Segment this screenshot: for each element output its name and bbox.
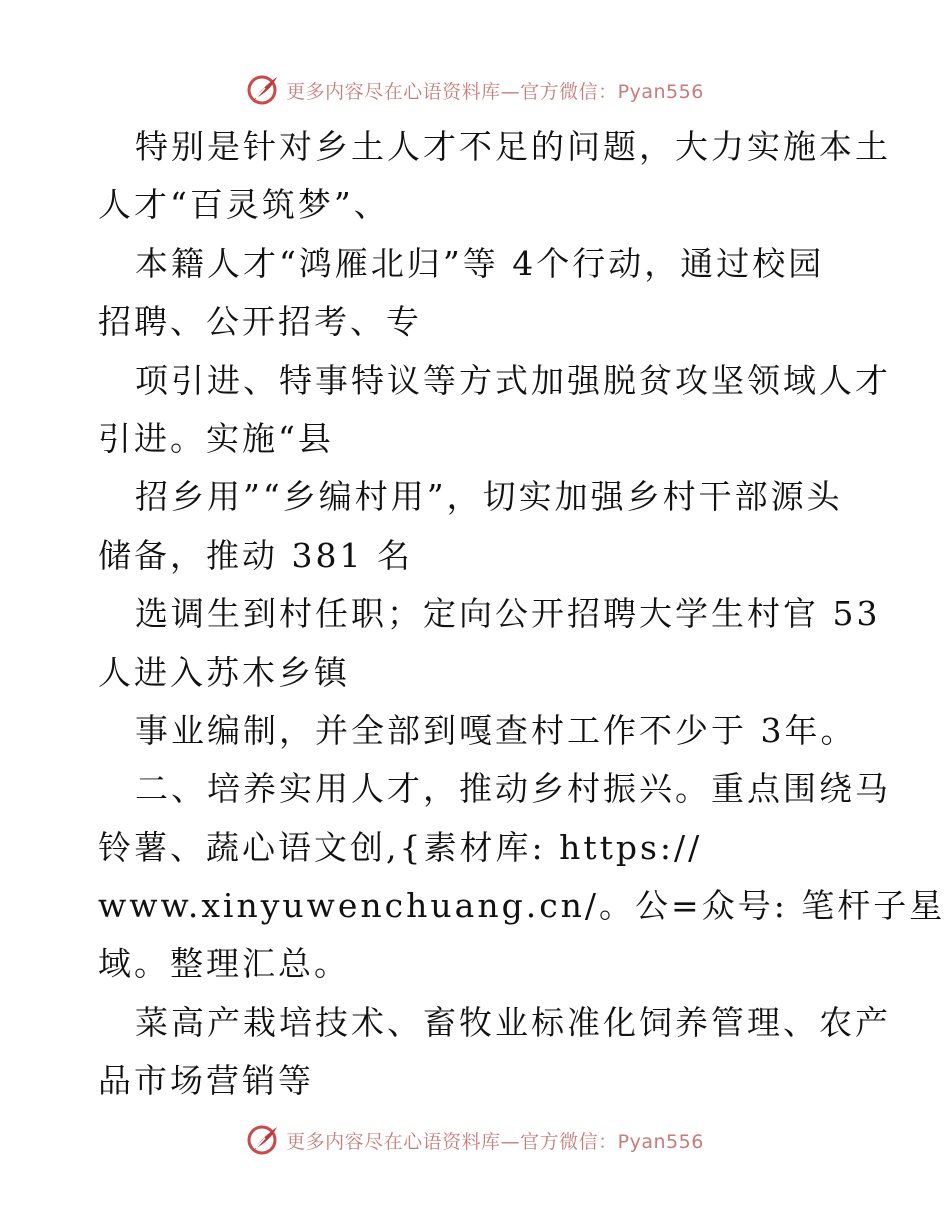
document-body	[98, 118, 946, 1111]
text-line: 菜高产栽培技术、畜牧业标准化饲养管理、农产	[135, 1002, 891, 1042]
footer-banner	[0, 1120, 950, 1160]
text-line: 人才“百灵筑梦”、	[98, 185, 390, 225]
text-line: 特别是针对乡土人才不足的问题，大力实施本土	[135, 127, 891, 166]
text-line: 品市场营销等	[98, 1061, 314, 1101]
quill-logo-icon	[246, 1123, 280, 1157]
footer-banner-text: 更多内容尽在心语资料库—官方微信：Pyan556	[286, 1130, 704, 1153]
quill-logo-icon	[246, 73, 280, 107]
text-line: 事业编制，并全部到嘎查村工作不少于 3年。	[135, 710, 857, 750]
text-line: 招乡用”“乡编村用”，切实加强乡村干部源头	[135, 477, 843, 517]
header-banner	[0, 70, 950, 110]
text-line: 引进。实施“县	[98, 418, 334, 458]
text-line: 本籍人才“鸿雁北归”等 4个行动，通过校园	[135, 243, 825, 283]
text-line: www.xinyuwenchuang.cn/。公=众号: 笔杆子星	[98, 886, 946, 926]
text-line: 铃薯、蔬心语文创,{素材库: https://	[98, 827, 703, 867]
text-line: 项引进、特事特议等方式加强脱贫攻坚领域人才	[135, 360, 891, 400]
text-line: 二、培养实用人才，推动乡村振兴。重点围绕马	[135, 769, 891, 809]
text-line: 储备，推动 381 名	[98, 535, 413, 575]
text-line: 招聘、公开招考、专	[98, 302, 422, 342]
header-banner-text: 更多内容尽在心语资料库—官方微信：Pyan556	[286, 80, 704, 103]
text-line: 选调生到村任职；定向公开招聘大学生村官 53	[135, 594, 881, 634]
text-line: 域。整理汇总。	[98, 944, 350, 984]
text-line: 人进入苏木乡镇	[98, 652, 350, 692]
